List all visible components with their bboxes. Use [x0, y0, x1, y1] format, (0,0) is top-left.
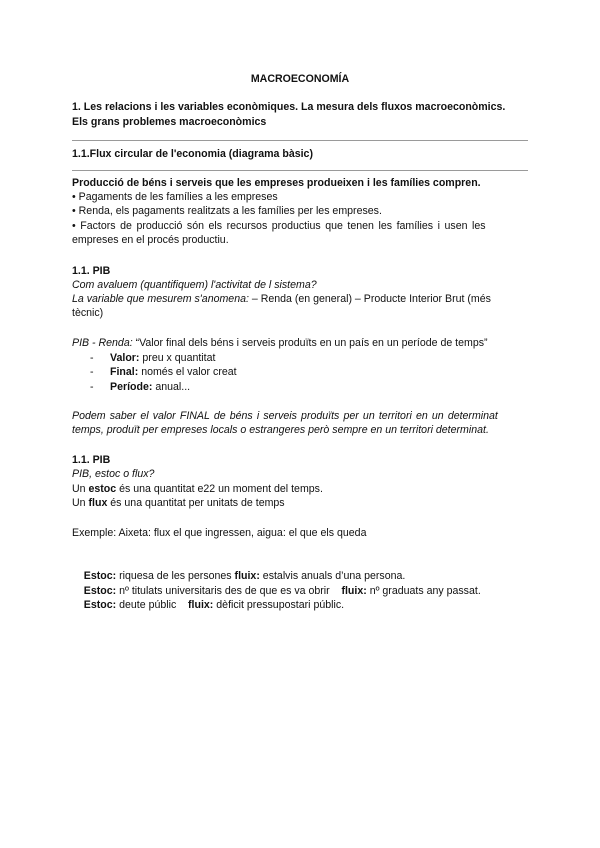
text-fragment: Un — [72, 483, 89, 495]
flux-text: dèficit pressupostari públic. — [213, 599, 345, 611]
pib-heading: 1.1. PIB — [72, 265, 111, 277]
text-fragment: és una quantitat e22 un moment del temps. — [116, 483, 323, 495]
produccio-heading: Producció de béns i serveis que les empreses produeixen i les famílies compren. — [72, 177, 481, 189]
pib-item-text: només el valor creat — [138, 366, 237, 378]
estoc-flux-row — [72, 584, 528, 626]
estoc-label: Estoc: — [83, 599, 117, 611]
pib-definition-label: PIB - Renda: — [72, 337, 133, 349]
text-fragment: és una quantitat per unitats de temps — [107, 497, 285, 509]
pib-item-label: Període: — [110, 381, 153, 393]
pib-item-periode — [72, 380, 528, 394]
flux-label: fluix: — [341, 585, 367, 597]
pib2-question: PIB, estoc o flux? — [72, 468, 155, 480]
estoc-label: Estoc: — [83, 570, 117, 582]
text-fragment: Un — [72, 497, 89, 509]
divider — [72, 170, 528, 171]
flux-term: flux — [88, 497, 108, 509]
pib-question: Com avaluem (quantifiquem) l'activitat de l sistema? — [72, 279, 317, 291]
pib-variable-rest: – Renda (en general) – Producte Interior Brut (més — [248, 293, 491, 305]
produccio-bullet-3-line1: • Factors de producció són els recursos productius que tenen les famílies i usen les — [72, 220, 486, 232]
divider — [72, 140, 528, 141]
pib-item-text: anual... — [152, 381, 191, 393]
dash-bullet: - — [90, 381, 94, 393]
flux-label: fluix: — [188, 599, 214, 611]
pib-variable-line1 — [72, 292, 528, 306]
pib-definition-text: “Valor final dels béns i serveis produïts en un país en un període de temps” — [132, 337, 488, 349]
pib-paragraph-line1: Podem saber el valor FINAL de béns i serveis produïts per un territori en un determinat — [72, 410, 498, 422]
pib-item-label: Valor: — [110, 352, 140, 364]
estoc-label: Estoc: — [83, 585, 117, 597]
produccio-bullet-2: • Renda, els pagaments realitzats a les famílies per les empreses. — [72, 205, 382, 217]
estoc-term: estoc — [88, 483, 117, 495]
dash-bullet: - — [90, 366, 94, 378]
pib2-flux-definition — [72, 496, 528, 510]
document-title: MACROECONOMÍA — [250, 73, 350, 85]
flux-text: estalvis anuals d’una persona. — [259, 570, 406, 582]
section11-heading: 1.1.Flux circular de l'economia (diagrama bàsic) — [72, 148, 313, 160]
pib-variable-line2: tècnic) — [72, 307, 104, 319]
pib2-heading: 1.1. PIB — [72, 454, 111, 466]
dash-bullet: - — [90, 352, 94, 364]
pib2-estoc-definition — [72, 482, 528, 496]
estoc-text: riquesa de les persones — [116, 570, 235, 582]
pib-item-valor — [72, 351, 528, 365]
produccio-bullet-3-line2: empreses en el procés productiu. — [72, 234, 229, 246]
estoc-text: deute públic — [116, 599, 189, 611]
flux-label: fluix: — [234, 570, 260, 582]
pib-item-final — [72, 365, 528, 379]
flux-text: nº graduats any passat. — [366, 585, 481, 597]
pib-definition — [72, 336, 528, 350]
pib-paragraph-line2: temps, produït per empreses locals o estrangeres però sempre en un territori determinat. — [72, 424, 489, 436]
pib-variable-italic: La variable que mesurem s'anomena: — [72, 293, 249, 305]
pib2-exemple: Exemple: Aixeta: flux el que ingressen, aigua: el que els queda — [72, 527, 367, 539]
produccio-bullet-1: • Pagaments de les famílies a les empreses — [72, 191, 278, 203]
estoc-text: nº titulats universitaris des de que es va obrir — [116, 585, 342, 597]
section1-heading-line2: Els grans problemes macroeconòmics — [72, 116, 267, 128]
pib-item-label: Final: — [110, 366, 139, 378]
section1-heading-line1: 1. Les relacions i les variables econòmiques. La mesura dels fluxos macroeconòmics. — [72, 101, 506, 113]
pib-item-text: preu x quantitat — [139, 352, 216, 364]
